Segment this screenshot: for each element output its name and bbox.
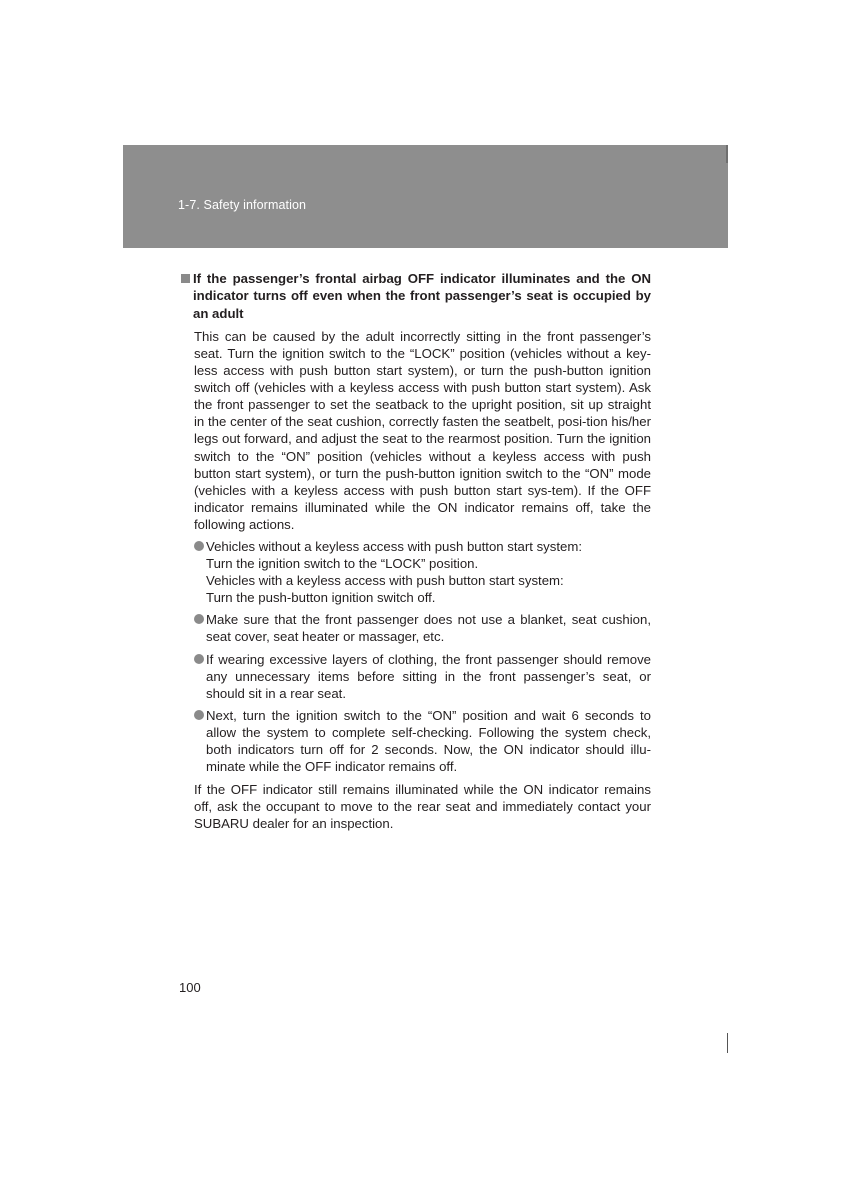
list-item: [194, 707, 651, 775]
list-item-text: [206, 611, 651, 645]
page-edge-mark: [727, 1033, 728, 1053]
section-heading: [181, 270, 651, 322]
header-edge-tick: [726, 145, 728, 163]
section-header-band: [123, 145, 728, 248]
section-heading-text: If the passenger’s frontal airbag OFF indicator illuminates and the ON indicator turns off even when the front passenger’s seat is occupied by an adult: [193, 271, 651, 321]
list-item-line: Vehicles without a keyless access with push button start system:: [206, 539, 583, 555]
intro-paragraph: This can be caused by the adult incorrectly sitting in the front passenger’s seat. Turn the ignition switch to the “LOCK” position (vehicles without a key-less access with push button start system), or turn the push-button ignition switch off (vehicles with a keyless access with push button start system). Ask the front passenger to set the seatback to the upright position, sit up straight in the center of the seat cushion, correctly fasten the seatbelt, posi-tion his/her legs out forward, and adjust the seat to the rearmost position. Turn the ignition switch to the “ON” position (vehicles without a keyless access with push button start system), or turn the push-button ignition switch to the “ON” mode (vehicles with a keyless access with push button start sys-tem). If the OFF indicator remains illuminated while the ON indicator remains off, take the following actions.: [194, 328, 651, 532]
list-item-line: Turn the push-button ignition switch off.: [206, 590, 436, 606]
list-item-text: [206, 651, 651, 702]
circle-bullet-icon: [194, 541, 204, 551]
list-item-line: If wearing excessive layers of clothing, the front passenger should remove any unnecessary items before sitting in the front passenger’s seat, or should sit in a rear seat.: [206, 651, 651, 701]
list-item-line: Vehicles with a keyless access with push button start system:: [206, 573, 564, 589]
list-item-line: Next, turn the ignition switch to the “ON” position and wait 6 seconds to allow the system to complete self-checking. Following the system check, both indicators turn off for 2 seconds. Now, the ON indicator should illu-minate while the OFF indicator remains off.: [206, 707, 651, 775]
page-number: 100: [179, 980, 201, 995]
page-content: [181, 270, 651, 833]
action-list: [194, 538, 651, 775]
circle-bullet-icon: [194, 654, 204, 664]
square-bullet-icon: [181, 274, 190, 283]
list-item: [194, 611, 651, 645]
list-item-line: Turn the ignition switch to the “LOCK” position.: [206, 556, 479, 572]
list-item: [194, 538, 651, 606]
list-item-text: [206, 538, 651, 606]
final-paragraph: If the OFF indicator still remains illuminated while the ON indicator remains off, ask the occupant to move to the rear seat and immediately contact your SUBARU dealer for an inspection.: [194, 782, 651, 832]
list-item: [194, 651, 651, 702]
section-label: 1-7. Safety information: [178, 198, 307, 212]
circle-bullet-icon: [194, 614, 204, 624]
list-item-line: Make sure that the front passenger does not use a blanket, seat cushion, seat cover, seat heater or massager, etc.: [206, 612, 651, 645]
list-item-text: [206, 707, 651, 775]
circle-bullet-icon: [194, 710, 204, 720]
